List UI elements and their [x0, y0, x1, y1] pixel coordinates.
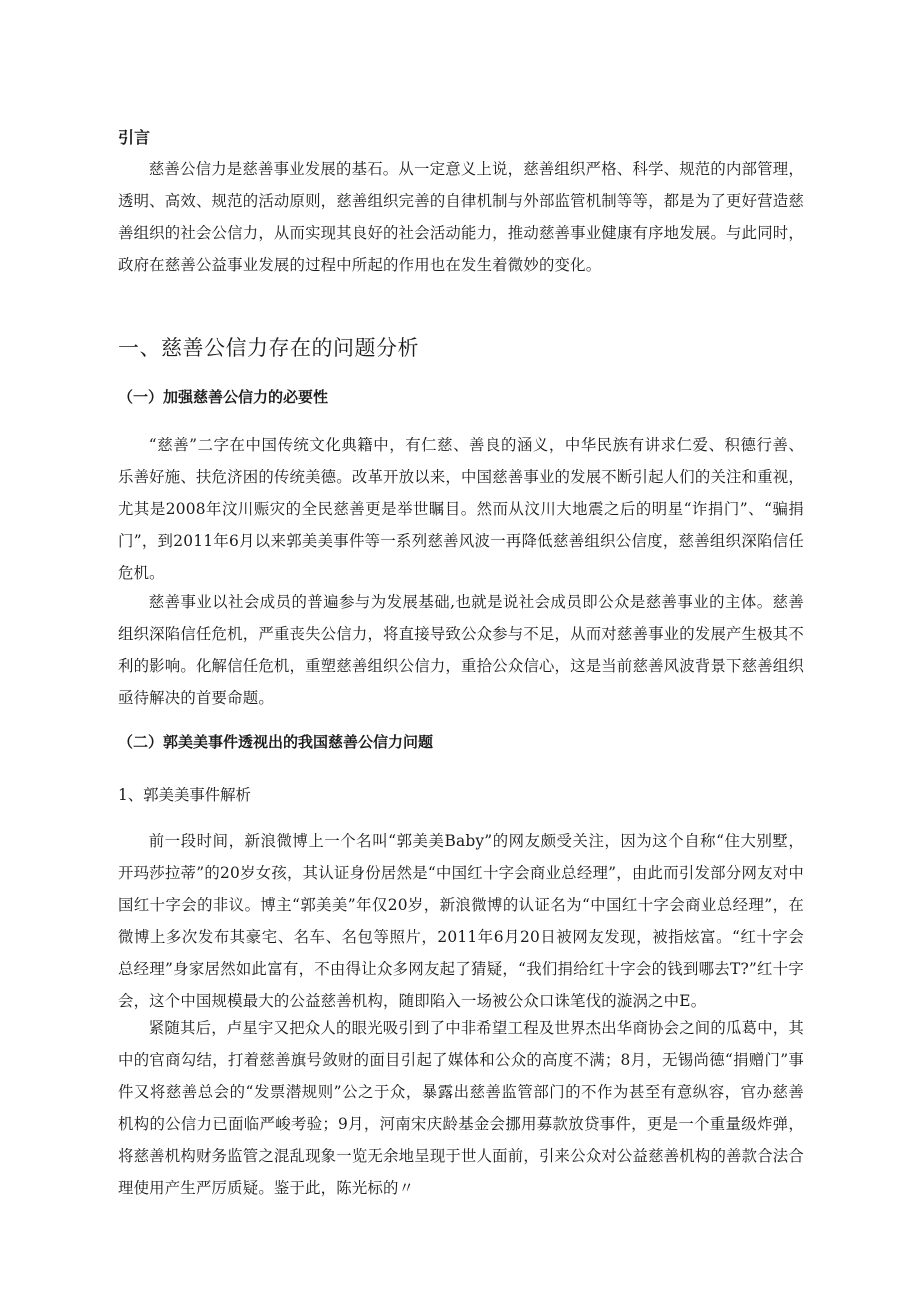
subsection-1-title: （一）加强慈善公信力的必要性 [118, 388, 329, 406]
intro-paragraph: 慈善公信力是慈善事业发展的基石。从一定意义上说，慈善组织严格、科学、规范的内部管理，透明、高效、规范的活动原则，慈善组织完善的自律机制与外部监管机制等等，都是为了更好营造慈善组织的社会公信力，从而实现其良好的社会活动能力，推动慈善事业健康有序地发展。与此同时，政府在慈善公益事业发展的过程中所起的作用也在发生着微妙的变化。 [118, 160, 804, 274]
subsection-1-paragraph-1: “慈善”二字在中国传统文化典籍中，有仁慈、善良的涵义，中华民族有讲求仁爱、积德行善、乐善好施、扶危济困的传统美德。改革开放以来，中国慈善事业的发展不断引起人们的关注和重视，尤其是2008年汶川赈灾的全民慈善更是举世瞩目。然而从汶川大地震之后的明星“诈捐门”、“骗捐门”，到2011年6月以来郭美美事件等一系列慈善风波一再降低慈善组织公信度，慈善组织深陷信任危机。 [118, 436, 804, 582]
subsection-1-paragraph-2: 慈善事业以社会成员的普遍参与为发展基础,也就是说社会成员即公众是慈善事业的主体。慈善组织深陷信任危机，严重丧失公信力，将直接导致公众参与不足，从而对慈善事业的发展产生极其不利的影响。化解信任危机，重塑慈善组织公信力，重拾公众信心，这是当前慈善风波背景下慈善组织亟待解决的首要命题。 [118, 593, 804, 707]
subsubsection-1-paragraph-1: 前一段时间，新浪微博上一个名叫“郭美美Baby”的网友颇受关注，因为这个自称“住大别墅，开玛莎拉蒂”的20岁女孩，其认证身份居然是“中国红十字会商业总经理”，由此而引发部分网友对中国红十字会的非议。博主“郭美美”年仅20岁，新浪微博的认证名为“中国红十字会商业总经理”，在微博上多次发布其豪宅、名车、名包等照片，2011年6月20日被网友发现，被指炫富。“红十字会总经理”身家居然如此富有，不由得让众多网友起了猜疑，“我们捐给红十字会的钱到哪去T?”红十字会，这个中国规模最大的公益慈善机构，随即陷入一场被公众口诛笔伐的漩涡之中E。 [118, 832, 804, 1010]
subsubsection-1-paragraph-2: 紧随其后，卢星宇又把众人的眼光吸引到了中非希望工程及世界杰出华商协会之间的瓜葛中，其中的官商勾结，打着慈善旗号敛财的面目引起了媒体和公众的高度不满；8月，无锡尚德“捐赠门”事件又将慈善总会的“发票潜规则”公之于众，暴露出慈善监管部门的不作为甚至有意纵容，官办慈善机构的公信力已面临严峻考验；9月，河南宋庆龄基金会挪用募款放贷事件，更是一个重量级炸弹，将慈善机构财务监管之混乱现象一览无余地呈现于世人面前，引来公众对公益慈善机构的善款合法合理使用产生严厉质疑。鉴于此，陈光标的〃 [118, 1019, 804, 1197]
section-1-title: 一、慈善公信力存在的问题分析 [118, 336, 419, 360]
intro-heading: 引言 [118, 128, 151, 147]
subsubsection-1-title: 1、郭美美事件解析 [118, 786, 251, 804]
subsection-2-title: （二）郭美美事件透视出的我国慈善公信力问题 [118, 733, 434, 751]
